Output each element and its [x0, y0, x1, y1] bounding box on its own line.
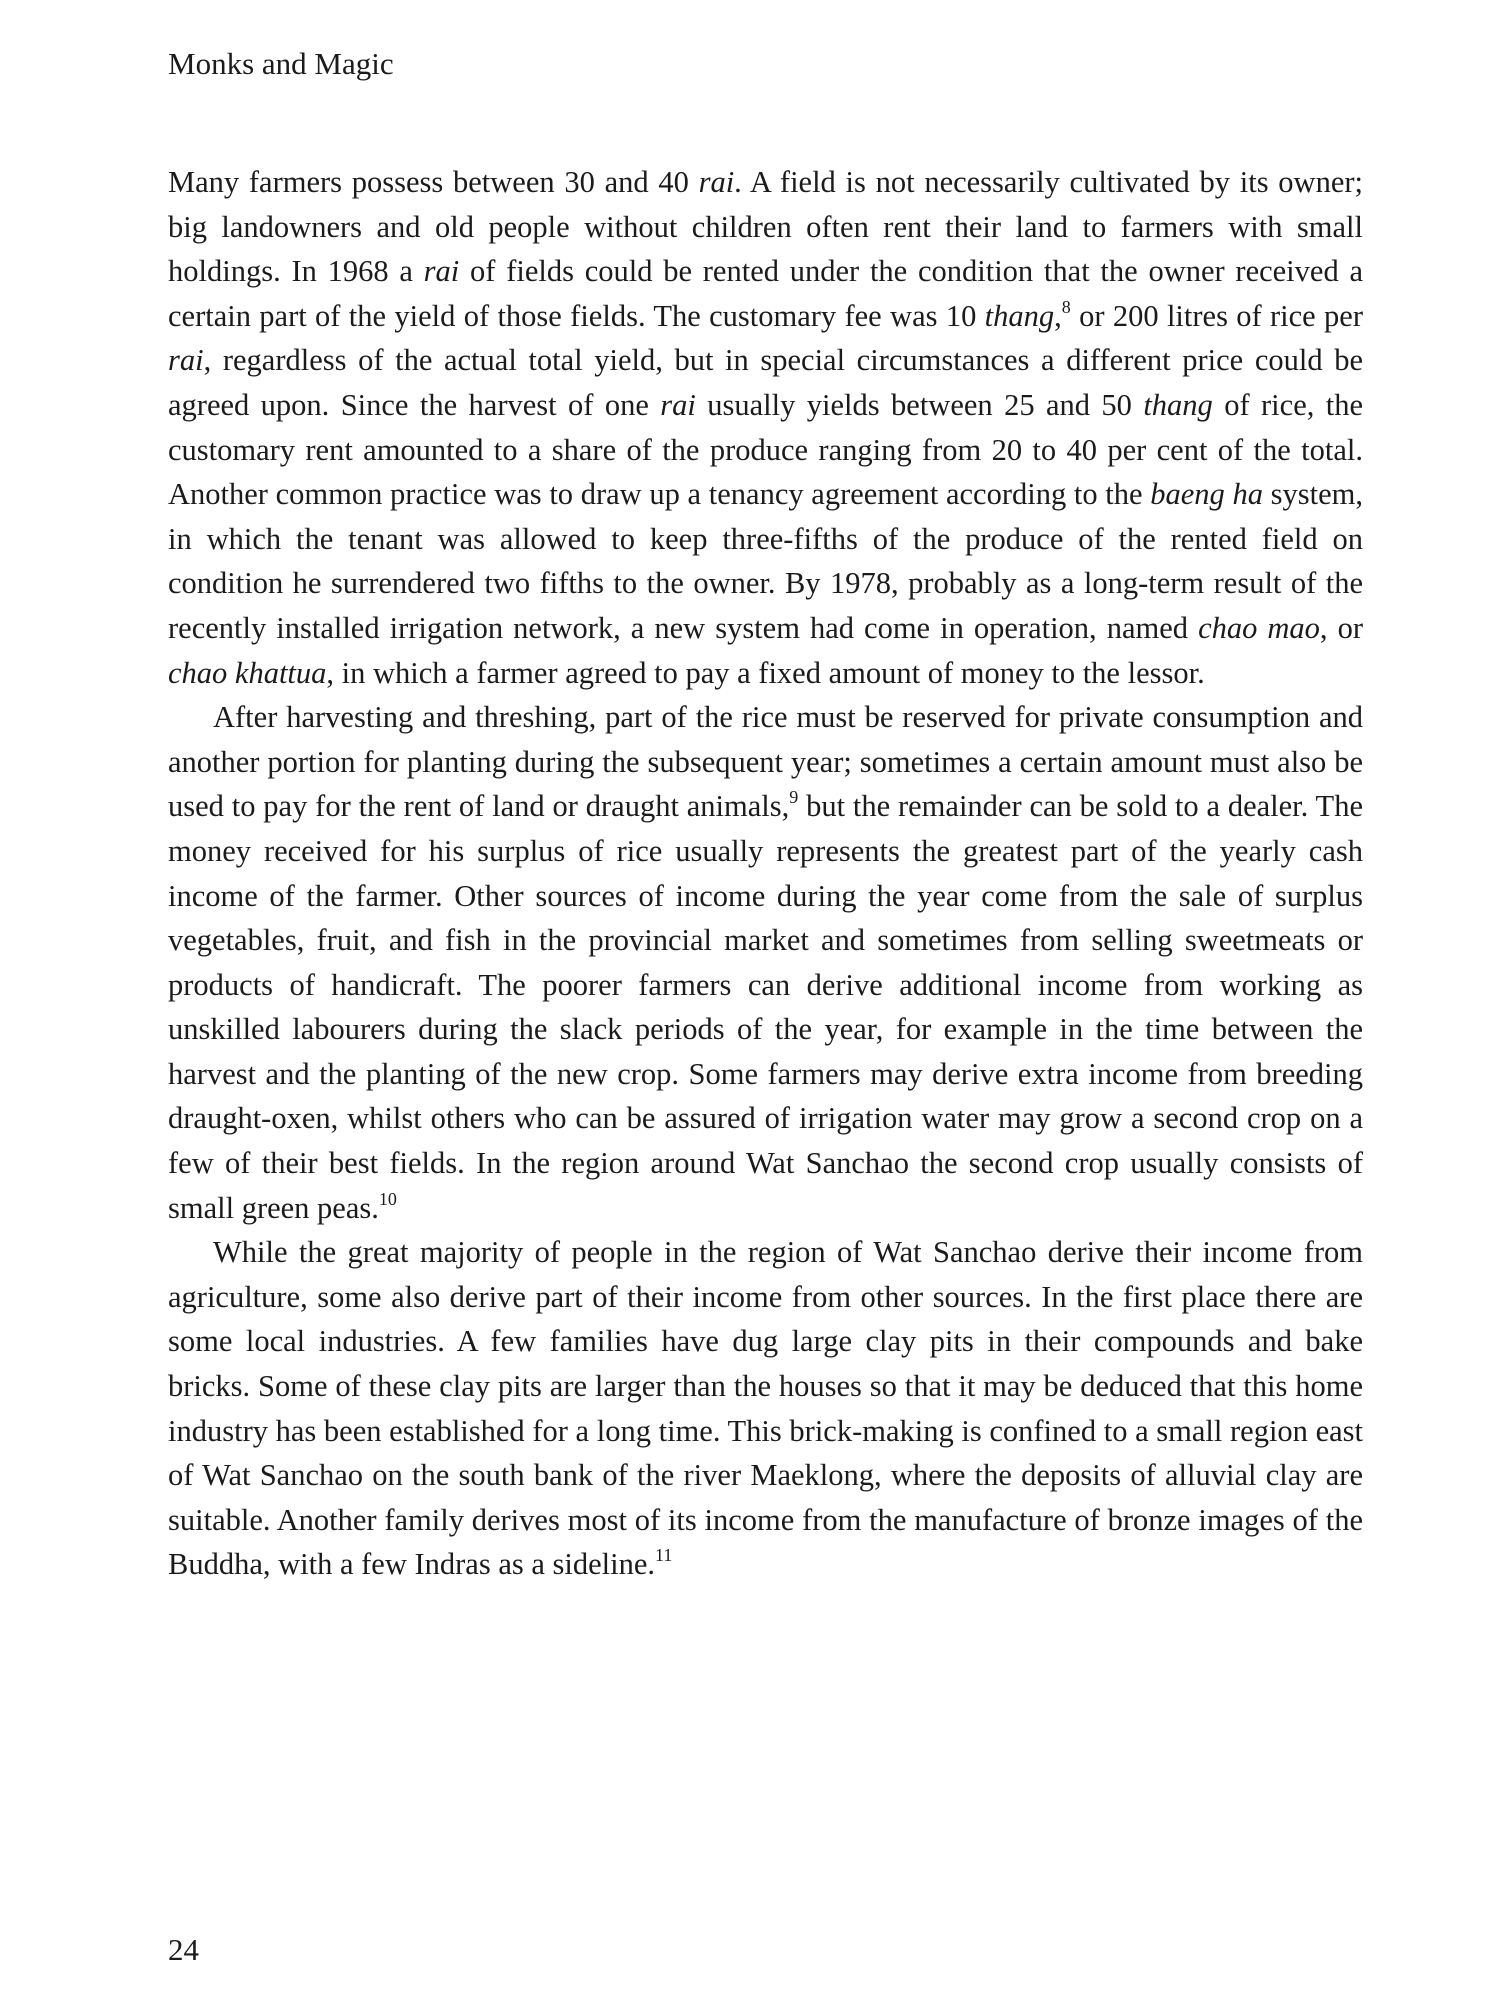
footnote-ref: 8	[1061, 296, 1071, 317]
italic-term: chao mao	[1198, 610, 1320, 645]
paragraph: After harvesting and threshing, part of the rice must be reserved for private consumption and another portion for planting during the subsequent year; sometimes a certain amount must also be used to pay for the rent of land or draught animals,$^9$ but the remainder can be sold to a dealer. The money received for his surplus of rice usually represents the greatest part of the yearly cash income of the farmer. Other sources of income during the year come from the sale of surplus vegetables, fruit, and fish in the provincial market and sometimes from selling sweetmeats or products of handicraft. The poorer farmers can derive additional income from working as unskilled labourers during the slack periods of the year, for example in the time between the harvest and the planting of the new crop. Some farmers may derive extra income from breeding draught-oxen, whilst others who can be assured of irrigation water may grow a second crop on a few of their best fields. In the region around Wat Sanchao the second crop usually consists of small green peas.$^{10}$	[168, 700, 1363, 1225]
paragraph: Many farmers possess between 30 and 40 rai. A field is not necessarily cultivated by its owner; big landowners and old people without children often rent their land to farmers with small holdings. In 1968 a rai of fields could be rented under the condition that the owner received a certain part of the yield of those fields. The customary fee was 10 thang,$^8$ or 200 litres of rice per rai, regardless of the actual total yield, but in special circumstances a different price could be agreed upon. Since the harvest of one rai usually yields between 25 and 50 thang of rice, the customary rent amounted to a share of the produce ranging from 20 to 40 per cent of the total. Another common practice was to draw up a tenancy agreement according to the baeng ha system, in which the tenant was allowed to keep three-fifths of the produce of the rented field on condition he surrendered two fifths to the owner. By 1978, probably as a long-term result of the recently installed irrigation network, a new system had come in operation, named chao mao, or chao khattua, in which a farmer agreed to pay a fixed amount of money to the lessor.	[168, 165, 1364, 690]
italic-term: rai	[423, 254, 460, 289]
footnote-ref: 9	[789, 787, 799, 808]
running-head: Monks and Magic	[168, 46, 394, 81]
body-text	[168, 160, 1363, 1587]
italic-term: chao khattua	[168, 655, 327, 690]
italic-term: rai	[168, 343, 204, 378]
italic-term: baeng ha	[1150, 477, 1263, 512]
italic-term: thang	[1143, 387, 1213, 422]
italic-term: rai	[698, 165, 735, 199]
footnote-ref: 11	[655, 1545, 673, 1566]
italic-term: thang	[984, 298, 1055, 333]
paragraph: While the great majority of people in the region of Wat Sanchao derive their income from agriculture, some also derive part of their income from other sources. In the first place there are some local industries. A few families have dug large clay pits in their compounds and bake bricks. Some of these clay pits are larger than the houses so that it may be deduced that this home industry has been established for a long time. This brick-making is confined to a small region east of Wat Sanchao on the south bank of the river Maeklong, where the deposits of alluvial clay are suitable. Another family derives most of its income from the manufacture of bronze images of the Buddha, with a few Indras as a sideline.$^{11}$	[168, 1235, 1363, 1582]
italic-term: rai	[660, 387, 696, 422]
page-number: 24	[168, 1932, 199, 1967]
footnote-ref: 10	[378, 1188, 397, 1209]
